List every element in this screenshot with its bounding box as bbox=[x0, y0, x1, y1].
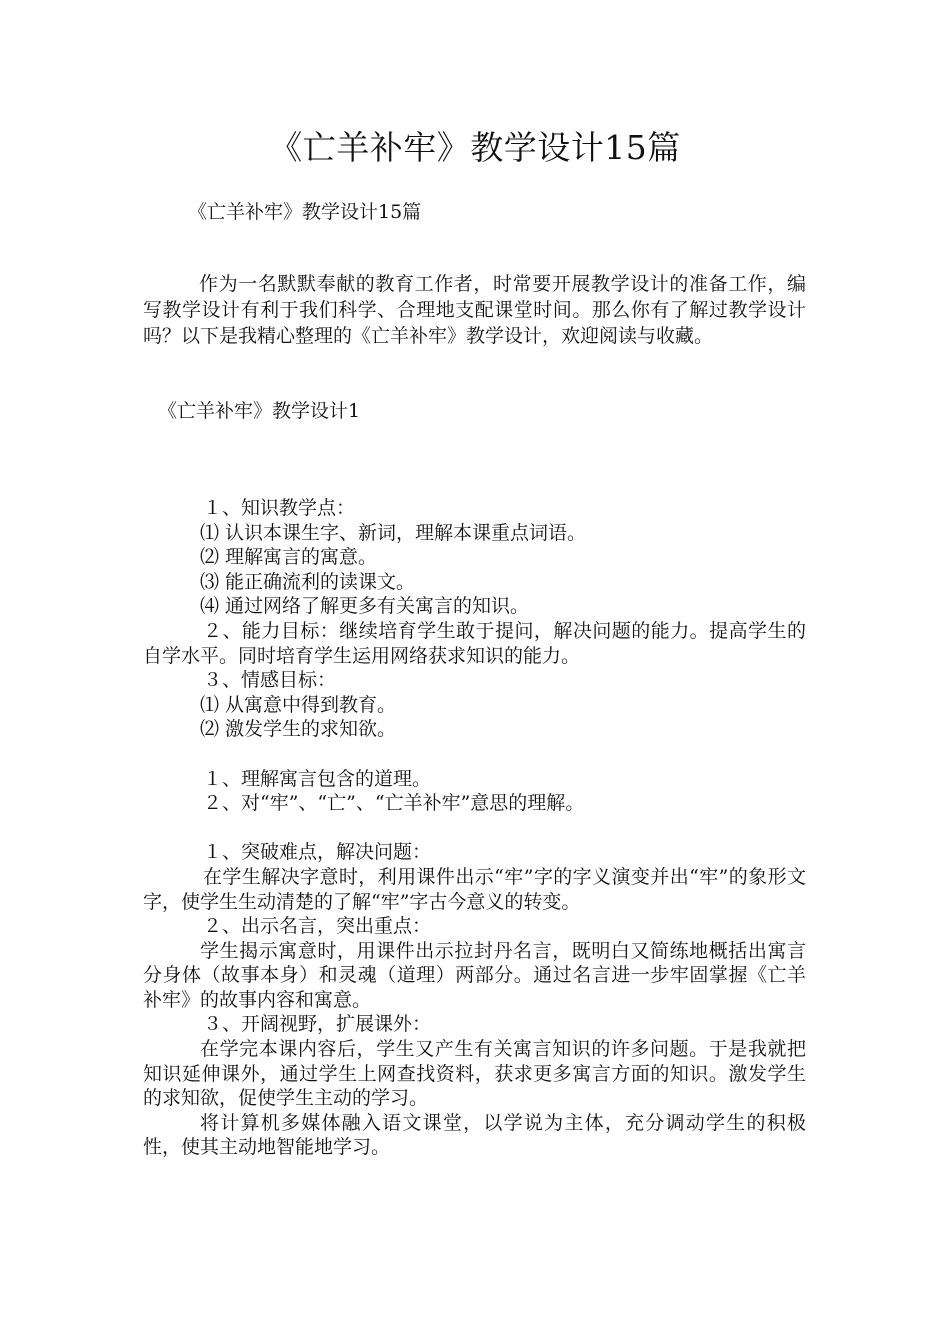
key-point: ２、对“牢”、“亡”、“亡羊补牢”意思的理解。 bbox=[203, 792, 585, 815]
emotion-heading: ３、情感目标： bbox=[203, 669, 337, 692]
ability-objective: ２、能力目标：继续培育学生敢于提问，解决问题的能力。提高学生的自学水平。同时培育学生运用网络获求知识的能力。 bbox=[143, 619, 806, 667]
closing-paragraph: 将计算机多媒体融入语文课堂，以学说为主体，充分调动学生的积极性，使其主动地智能地学习。 bbox=[143, 1111, 806, 1159]
method-heading: ２、出示名言，突出重点： bbox=[203, 915, 432, 938]
knowledge-item: ⑵ 理解寓言的寓意。 bbox=[200, 546, 378, 569]
knowledge-heading: １、知识教学点： bbox=[203, 497, 356, 519]
document-title: 《亡羊补牢》教学设计15篇 bbox=[269, 128, 681, 167]
knowledge-item: ⑴ 认识本课生字、新词，理解本课重点词语。 bbox=[200, 521, 587, 544]
method-text: 学生揭示寓意时，用课件出示拉封丹名言，既明白又简练地概括出寓言分身体（故事本身）和灵魂（道理）两部分。通过名言进一步牢固掌握《亡羊补牢》的故事内容和寓意。 bbox=[143, 939, 806, 1011]
spacer bbox=[143, 816, 806, 841]
method-text: 在学生解决字意时，利用课件出示“牢”字的字义演变并出“牢”的象形文字，使学生生动清楚的了解“牢”字古今意义的转变。 bbox=[143, 865, 806, 913]
section-heading: 《亡羊补牢》教学设计1 bbox=[158, 400, 361, 422]
document-body bbox=[143, 496, 806, 1160]
intro-paragraph bbox=[143, 271, 806, 349]
method-text: 在学完本课内容后，学生又产生有关寓言知识的许多问题。于是我就把知识延伸课外，通过学生上网查找资料，获求更多寓言方面的知识。激发学生的求知欲，促使学生主动的学习。 bbox=[143, 1038, 806, 1110]
emotion-item: ⑴ 从寓意中得到教育。 bbox=[200, 693, 397, 716]
method-heading: ３、开阔视野，扩展课外： bbox=[203, 1013, 432, 1036]
intro-text: 作为一名默默奉献的教育工作者，时常要开展教学设计的准备工作，编写教学设计有利于我们科学、合理地支配课堂时间。那么你有了解过教学设计吗？以下是我精心整理的《亡羊补牢》教学设计，欢迎阅读与收藏。 bbox=[143, 273, 806, 347]
spacer bbox=[143, 742, 806, 767]
emotion-item: ⑵ 激发学生的求知欲。 bbox=[200, 718, 397, 741]
knowledge-item: ⑶ 能正确流利的读课文。 bbox=[200, 570, 416, 593]
method-heading: １、突破难点，解决问题： bbox=[203, 841, 432, 864]
knowledge-item: ⑷ 通过网络了解更多有关寓言的知识。 bbox=[200, 595, 530, 618]
document-subtitle: 《亡羊补牢》教学设计15篇 bbox=[188, 201, 422, 223]
key-point: １、理解寓言包含的道理。 bbox=[203, 767, 432, 790]
